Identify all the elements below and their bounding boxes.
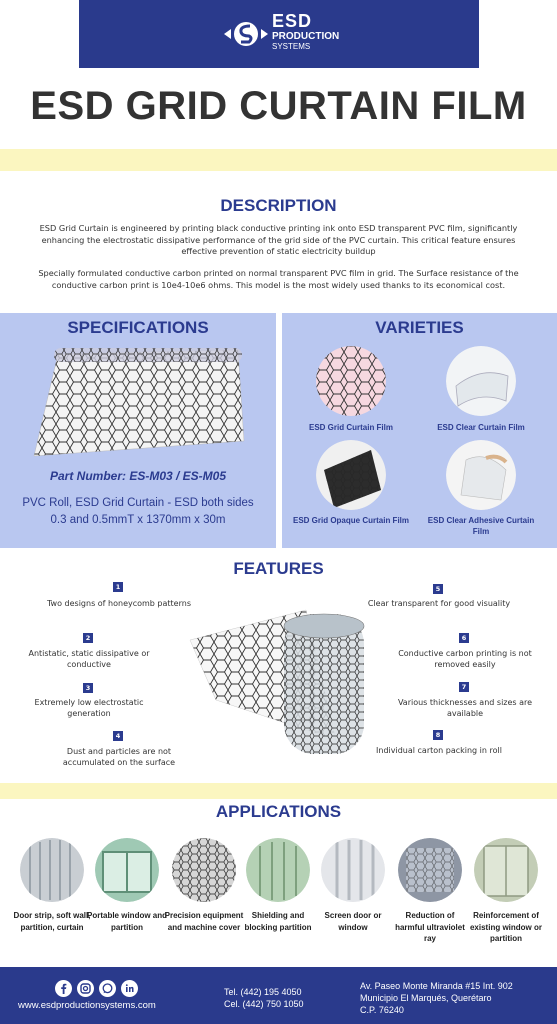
variety-adhesive-film-image [446,440,516,510]
footer-address-line2: Municipio El Marqués, Querétaro [360,993,492,1003]
app-window-reinforcement-image [474,838,538,902]
feature-number-badge: 1 [113,582,123,592]
brand-line3: SYSTEMS [272,42,311,51]
part-number: Part Number: ES-M03 / ES-M05 [49,469,227,483]
footer-tel: Tel. (442) 195 4050 [224,987,302,997]
brand-logo-text [272,12,339,51]
application-label: Shielding and blocking partition [244,911,312,932]
variety-label: ESD Clear Curtain Film [437,423,525,432]
instagram-icon[interactable] [77,980,94,997]
feature-text: Antistatic, static dissipative or conductive [28,649,150,669]
application-label: Precision equipment and machine cover [164,911,244,932]
variety-clear-film-image [446,346,516,416]
feature-number-badge: 3 [83,683,93,693]
varieties-heading: VARIETIES [375,318,464,337]
application-label: Reinforcement of existing window or partition [469,911,542,943]
feature-text: Various thicknesses and sizes are available [397,698,533,718]
spec-line-1: PVC Roll, ESD Grid Curtain - ESD both sides [22,497,254,509]
application-label: Screen door or window [324,911,382,932]
variety-label: ESD Clear Adhesive Curtain Film [427,516,535,536]
app-shielding-partition-image [246,838,310,902]
spec-line-2: 0.3 and 0.5mmT x 1370mm x 30m [50,514,226,526]
footer-address-line3: C.P. 76240 [360,1005,404,1015]
app-screen-door-image [321,838,385,902]
application-label: Portable window and partition [87,911,168,932]
page-title: ESD GRID CURTAIN FILM [30,84,527,128]
yellow-divider [0,783,557,799]
description-paragraph-2: Specially formulated conductive carbon printed on normal transparent PVC film in grid. The Surface resistance of the conductive carbon print is 10e4-10e6 ohms. This model is the most widely used thanks to its economical cost. [38,268,519,290]
feature-number-badge: 5 [433,584,443,594]
brand-line1: ESD [272,11,313,31]
feature-text: Conductive carbon printing is not removed easily [398,649,532,669]
yellow-divider [0,149,557,171]
feature-number-badge: 2 [83,633,93,643]
feature-number-badge: 4 [113,731,123,741]
linkedin-icon[interactable] [121,980,138,997]
variety-label: ESD Grid Opaque Curtain Film [292,516,409,525]
brand-line2: PRODUCTION [272,31,340,42]
feature-text: Clear transparent for good visuality [367,599,511,608]
whatsapp-icon[interactable] [99,980,116,997]
app-machine-cover-image [172,838,236,902]
esd-logo-icon [222,16,270,52]
feature-number-badge: 7 [459,682,469,692]
specifications-heading: SPECIFICATIONS [67,318,209,337]
description-paragraph-1: ESD Grid Curtain is engineered by printing black conductive printing ink onto ESD transparent PVC film, significantly enhancing the electrostatic dissipative performance of the grid side of the PVC curtain. This critical feature ensures effective prevention of static electricity buildup [39,223,518,256]
app-door-strip-image [20,838,84,902]
feature-text: Dust and particles are not accumulated on the surface [62,747,176,767]
website-link[interactable]: www.esdproductionsystems.com [18,1000,156,1011]
variety-label: ESD Grid Curtain Film [308,423,393,432]
footer-cel: Cel. (442) 750 1050 [224,999,304,1009]
variety-grid-film-image [316,346,386,416]
app-portable-window-image [95,838,159,902]
features-heading: FEATURES [233,559,324,578]
feature-number-badge: 8 [433,730,443,740]
feature-text: Extremely low electrostatic generation [34,698,144,718]
app-uv-reduction-image [398,838,462,902]
feature-text: Individual carton packing in roll [376,746,502,755]
facebook-icon[interactable] [55,980,72,997]
grid-film-roll-image [28,346,250,461]
feature-number-badge: 6 [459,633,469,643]
application-label: Reduction of harmful ultraviolet ray [395,911,465,943]
variety-opaque-film-image [316,440,386,510]
description-heading: DESCRIPTION [220,196,337,215]
footer-address-line1: Av. Paseo Monte Miranda #15 Int. 902 [360,981,513,991]
application-label: Door strip, soft wall, partition, curtain [13,911,91,932]
feature-text: Two designs of honeycomb patterns [46,599,191,608]
grid-curtain-roll-image [186,600,376,760]
applications-heading: APPLICATIONS [215,802,342,821]
